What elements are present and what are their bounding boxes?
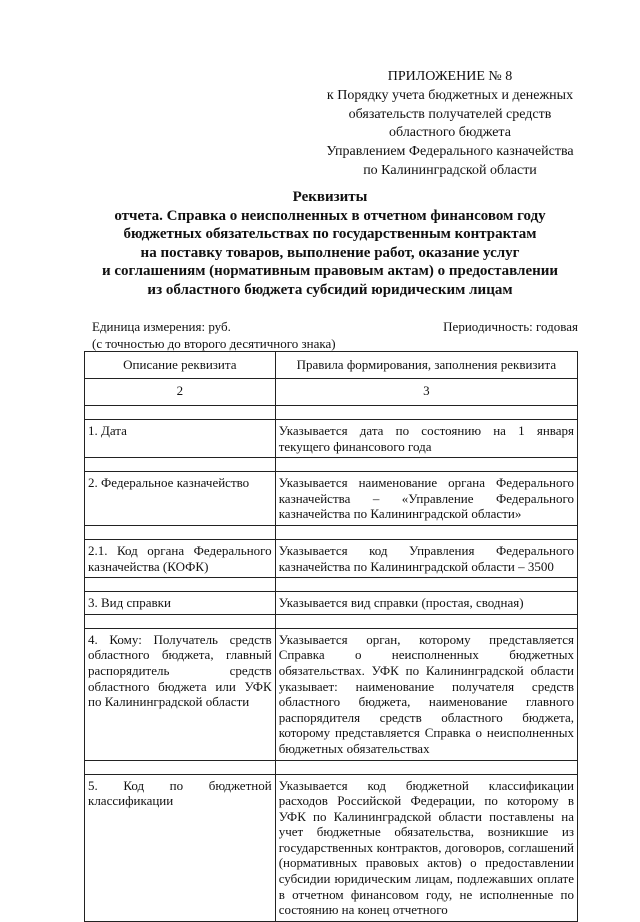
title-line: бюджетных обязательствах по государственным контрактам [123, 226, 537, 243]
title-line: отчета. Справка о неисполненных в отчетном финансовом году [114, 207, 546, 224]
table-header-row [85, 352, 578, 379]
appendix-line: по Калининградской области [363, 162, 537, 178]
requisite-rule: Указывается дата по состоянию на 1 января текущего финансового года [275, 420, 577, 458]
table-row [85, 592, 578, 615]
appendix-number: ПРИЛОЖЕНИЕ № 8 [387, 69, 513, 84]
requisite-rule: Указывается наименование органа Федерального казначейства – «Управление Федерального казначейства по Калининградской области» [275, 472, 577, 526]
title-line: и соглашениям (нормативным правовым актам) о предоставлении [101, 263, 559, 280]
requisite-rule: Указывается код Управления Федерального казначейства по Калининградской области – 3500 [275, 539, 577, 577]
requisite-description: 2. Федеральное казначейство [85, 472, 276, 526]
appendix-line: обязательств получателей средств [348, 106, 552, 122]
spacer-row [85, 760, 578, 774]
requisite-description: 2.1. Код органа Федерального казначейства (КОФК) [85, 539, 276, 577]
requisite-description: 4. Кому: Получатель средств областного бюджета, главный распорядитель средств областного бюджета или УФК по Калининградской области [85, 628, 276, 760]
spacer-row [85, 525, 578, 539]
requisite-description: 1. Дата [85, 420, 276, 458]
unit-info [92, 318, 336, 352]
requisites-table [84, 351, 578, 922]
periodicity-label: Периодичность: годовая [443, 319, 578, 334]
column-number: 2 [85, 379, 276, 406]
table-row [85, 539, 578, 577]
column-header-description: Описание реквизита [85, 352, 276, 379]
spacer-row [85, 458, 578, 472]
column-number: 3 [275, 379, 577, 406]
appendix-line: областного бюджета [389, 125, 511, 141]
spacer-row [85, 578, 578, 592]
table-row [85, 628, 578, 760]
appendix-block [300, 68, 600, 181]
requisite-rule: Указывается код бюджетной классификации расходов Российской Федерации, по которому в УФК по Калининградской области поставлены на учет бюджетные обязательства, возникшие из государственных контрактов, договоров, соглашений (нормативных правовых актов) о предоставлении субсидии юридическим лицам, подлежавших оплате в отчетном финансовом году, не исполненные по состоянию на конец отчетного [275, 774, 577, 921]
unit-label: Единица измерения: руб. [92, 319, 231, 334]
table-row [85, 420, 578, 458]
spacer-row [85, 614, 578, 628]
title-line: из областного бюджета субсидий юридическим лицам [147, 281, 513, 298]
appendix-line: Управлением Федерального казначейства [326, 144, 574, 160]
table-row [85, 774, 578, 921]
table-row [85, 472, 578, 526]
requisite-description: 3. Вид справки [85, 592, 276, 615]
requisite-rule: Указывается вид справки (простая, сводная) [275, 592, 577, 615]
document-title [60, 188, 600, 300]
column-header-rules: Правила формирования, заполнения реквизита [275, 352, 577, 379]
requisite-description: 5. Код по бюджетной классификации [85, 774, 276, 921]
title-line: Реквизиты [292, 189, 368, 205]
title-line: на поставку товаров, выполнение работ, оказание услуг [140, 244, 520, 261]
precision-label: (с точностью до второго десятичного знака) [92, 336, 336, 351]
appendix-line: к Порядку учета бюджетных и денежных [326, 87, 574, 103]
spacer-row [85, 406, 578, 420]
column-number-row [85, 379, 578, 406]
requisite-rule: Указывается орган, которому представляется Справка о неисполненных бюджетных обязательствах. УФК по Калининградской области указывает: наименование получателя средств областного бюджета, наименование главного распорядителя средств областного бюджета, которому представляется Справка о неисполненных бюджетных обязательствах [275, 628, 577, 760]
